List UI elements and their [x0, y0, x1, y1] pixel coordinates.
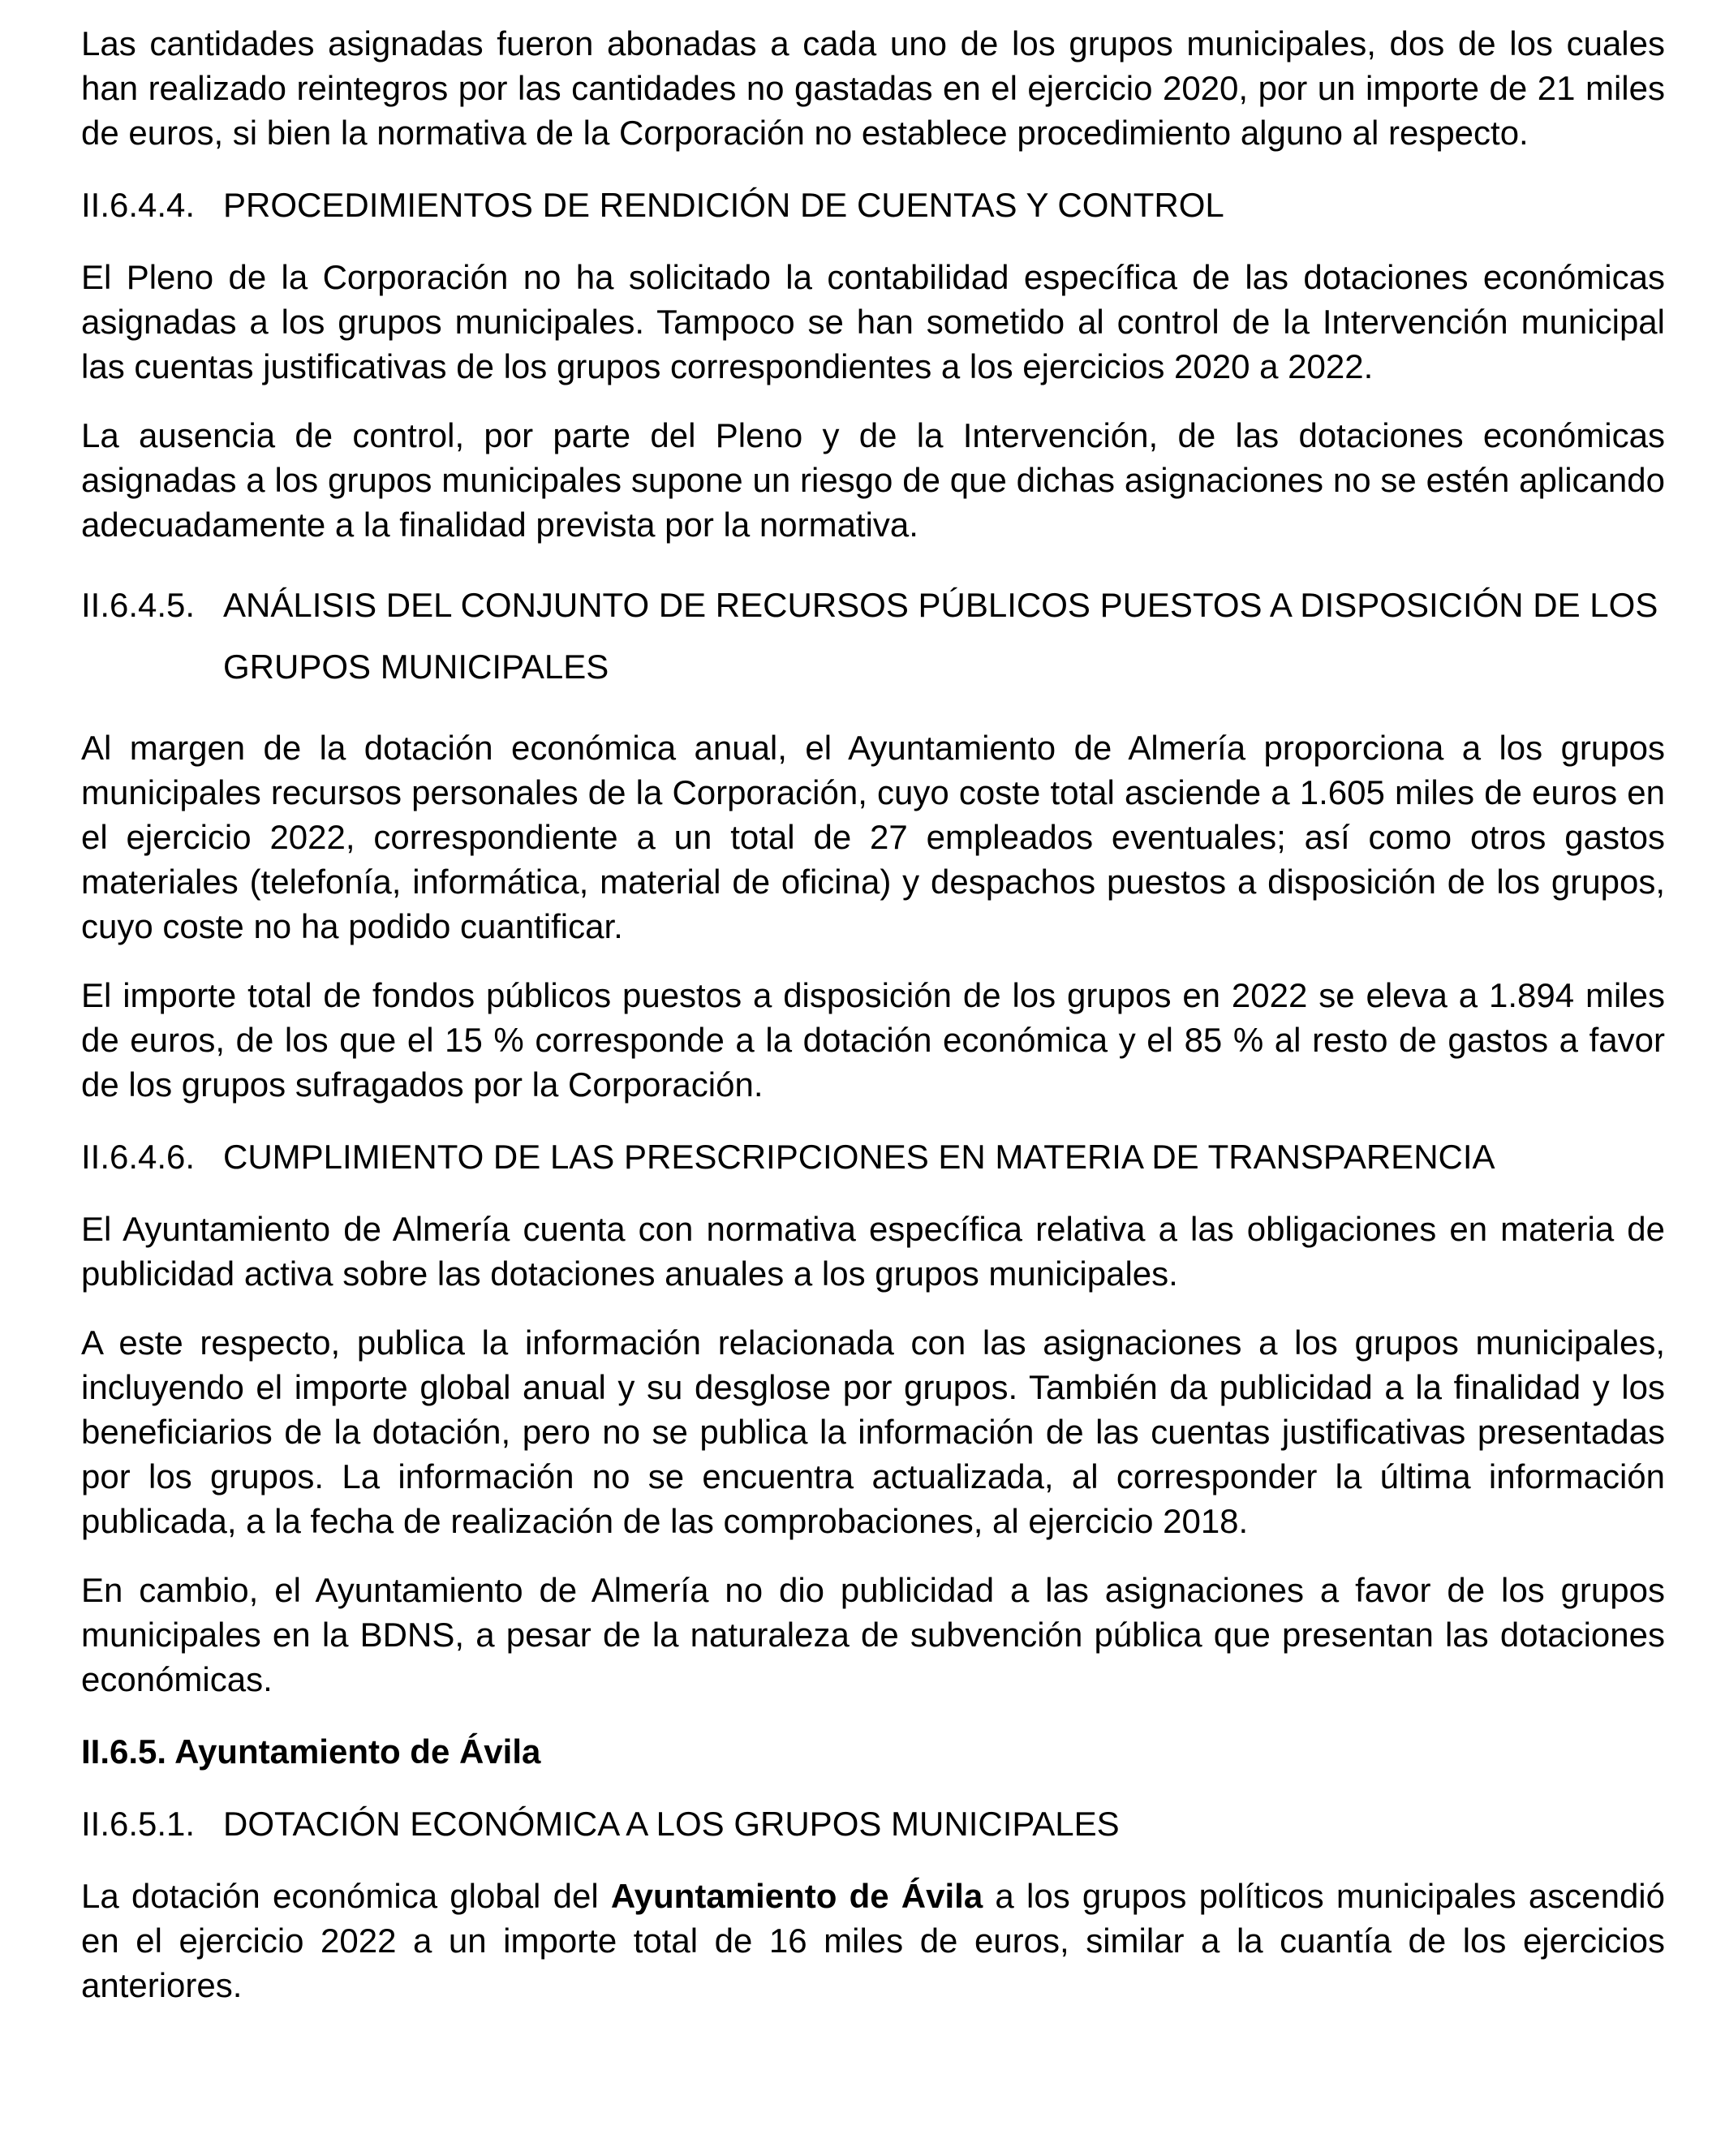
para-text-before-bold: La dotación económica global del [81, 1877, 611, 1915]
para-ausencia-control: La ausencia de control, por parte del Pleno y de la Intervención, de las dotaciones económicas asignadas a los grupos municipales supone un riesgo de que dichas asignaciones no se estén aplicando adecuadamente a la finalidad prevista por la normativa. [81, 416, 1665, 544]
heading-II-6-5-1 [81, 1801, 1665, 1846]
para-bdns: En cambio, el Ayuntamiento de Almería no dio publicidad a las asignaciones a favor de los grupos municipales en la BDNS, a pesar de la naturaleza de subvención pública que presentan las dotaciones económicas. [81, 1571, 1665, 1698]
heading-title: ANÁLISIS DEL CONJUNTO DE RECURSOS PÚBLICOS PUESTOS A DISPOSICIÓN DE LOS GRUPOS MUNICIPALES [223, 586, 1658, 686]
heading-title: PROCEDIMIENTOS DE RENDICIÓN DE CUENTAS Y CONTROL [223, 186, 1224, 224]
para-importe-total-fondos: El importe total de fondos públicos puestos a disposición de los grupos en 2022 se eleva a 1.894 miles de euros, de los que el 15 % corresponde a la dotación económica y el 85 % al resto de gastos a favor de los grupos sufragados por la Corporación. [81, 976, 1665, 1104]
heading-number: II.6.4.6. [81, 1138, 196, 1176]
bold-ayuntamiento-avila: Ayuntamiento de Ávila [610, 1877, 983, 1915]
para-normativa-publicidad: El Ayuntamiento de Almería cuenta con normativa específica relativa a las obligaciones en materia de publicidad activa sobre las dotaciones anuales a los grupos municipales. [81, 1210, 1665, 1293]
para-text-after-bold: a los grupos políticos municipales ascendió en el ejercicio 2022 a un importe total de 16 miles de euros, similar a la cuantía de los ejercicios anteriores. [81, 1877, 1665, 2004]
heading-II-6-5-ayuntamiento-avila: II.6.5. Ayuntamiento de Ávila [81, 1732, 541, 1771]
para-dotacion-avila [81, 1874, 1665, 2008]
heading-number: II.6.4.5. [81, 586, 196, 624]
heading-number: II.6.4.4. [81, 186, 196, 224]
para-pleno-corporacion: El Pleno de la Corporación no ha solicitado la contabilidad específica de las dotaciones económicas asignadas a los grupos municipales. Tampoco se han sometido al control de la Intervención municipal las cuentas justificativas de los grupos correspondientes a los ejercicios 2020 a 2022. [81, 258, 1665, 385]
heading-II-6-4-6 [81, 1134, 1665, 1179]
para-publicacion-informacion: A este respecto, publica la información relacionada con las asignaciones a los grupos municipales, incluyendo el importe global anual y su desglose por grupos. También da publicidad a la finalidad y los beneficiarios de la dotación, pero no se publica la información de las cuentas justificativas presentadas por los grupos. La información no se encuentra actualizada, al corresponder la última información publicada, a la fecha de realización de las comprobaciones, al ejercicio 2018. [81, 1323, 1665, 1540]
heading-title: CUMPLIMIENTO DE LAS PRESCRIPCIONES EN MATERIA DE TRANSPARENCIA [223, 1138, 1495, 1176]
heading-II-6-4-5 [81, 575, 1665, 698]
heading-title: DOTACIÓN ECONÓMICA A LOS GRUPOS MUNICIPALES [223, 1805, 1120, 1843]
heading-II-6-4-4 [81, 183, 1665, 227]
heading-number: II.6.5.1. [81, 1805, 196, 1843]
para-cantidades-asignadas: Las cantidades asignadas fueron abonadas a cada uno de los grupos municipales, dos de los cuales han realizado reintegros por las cantidades no gastadas en el ejercicio 2020, por un importe de 21 miles de euros, si bien la normativa de la Corporación no establece procedimiento alguno al respecto. [81, 24, 1665, 152]
para-recursos-personales: Al margen de la dotación económica anual, el Ayuntamiento de Almería proporciona a los grupos municipales recursos personales de la Corporación, cuyo coste total asciende a 1.605 miles de euros en el ejercicio 2022, correspondiente a un total de 27 empleados eventuales; así como otros gastos materiales (telefonía, informática, material de oficina) y despachos puestos a disposición de los grupos, cuyo coste no ha podido cuantificar. [81, 729, 1665, 945]
